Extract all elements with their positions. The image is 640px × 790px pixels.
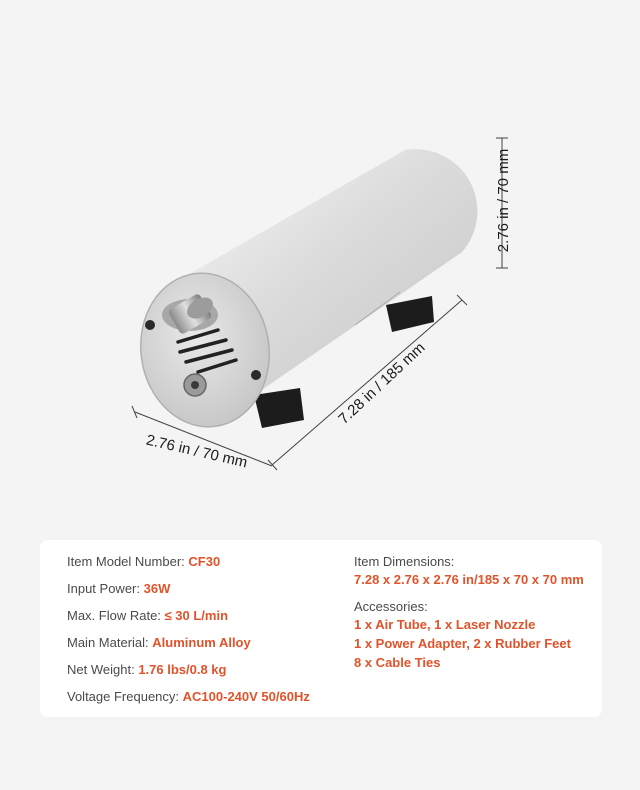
model-value: CF30 bbox=[188, 554, 221, 569]
spec-column-right bbox=[354, 554, 584, 672]
flow-label: Max. Flow Rate: bbox=[67, 608, 161, 623]
spec-row-voltage bbox=[67, 689, 310, 716]
width-dimension-label: 2.76 in / 70 mm bbox=[144, 431, 249, 472]
item-dimensions-label: Item Dimensions: bbox=[354, 554, 455, 569]
material-value: Aluminum Alloy bbox=[152, 635, 251, 650]
weight-value: 1.76 lbs/0.8 kg bbox=[138, 662, 227, 677]
spec-card bbox=[40, 540, 602, 717]
voltage-value: AC100-240V 50/60Hz bbox=[182, 689, 310, 704]
accessories-line-3: 8 x Cable Ties bbox=[354, 655, 441, 670]
power-label: Input Power: bbox=[67, 581, 140, 596]
spec-row-material bbox=[67, 635, 310, 662]
item-dimensions-value: 7.28 x 2.76 x 2.76 in/185 x 70 x 70 mm bbox=[354, 572, 584, 587]
weight-label: Net Weight: bbox=[67, 662, 135, 677]
model-label: Item Model Number: bbox=[67, 554, 185, 569]
spec-row-flow bbox=[67, 608, 310, 635]
accessories-line-2: 1 x Power Adapter, 2 x Rubber Feet bbox=[354, 636, 571, 651]
screw-left bbox=[145, 320, 155, 330]
accessories-line-1: 1 x Air Tube, 1 x Laser Nozzle bbox=[354, 617, 536, 632]
spec-row-power bbox=[67, 581, 310, 608]
material-label: Main Material: bbox=[67, 635, 149, 650]
screw-right bbox=[251, 370, 261, 380]
flow-value: ≤ 30 L/min bbox=[164, 608, 229, 623]
depth-dimension-label: 7.28 in / 185 mm bbox=[335, 339, 429, 428]
power-value: 36W bbox=[143, 581, 171, 596]
voltage-label: Voltage Frequency: bbox=[67, 689, 180, 704]
spec-row-model bbox=[67, 554, 310, 581]
air-outlet bbox=[184, 374, 206, 396]
spec-row-weight bbox=[67, 662, 310, 689]
accessories-label: Accessories: bbox=[354, 599, 428, 614]
spec-column-left bbox=[67, 554, 310, 716]
height-dimension-label: 2.76 in / 70 mm bbox=[495, 148, 513, 253]
